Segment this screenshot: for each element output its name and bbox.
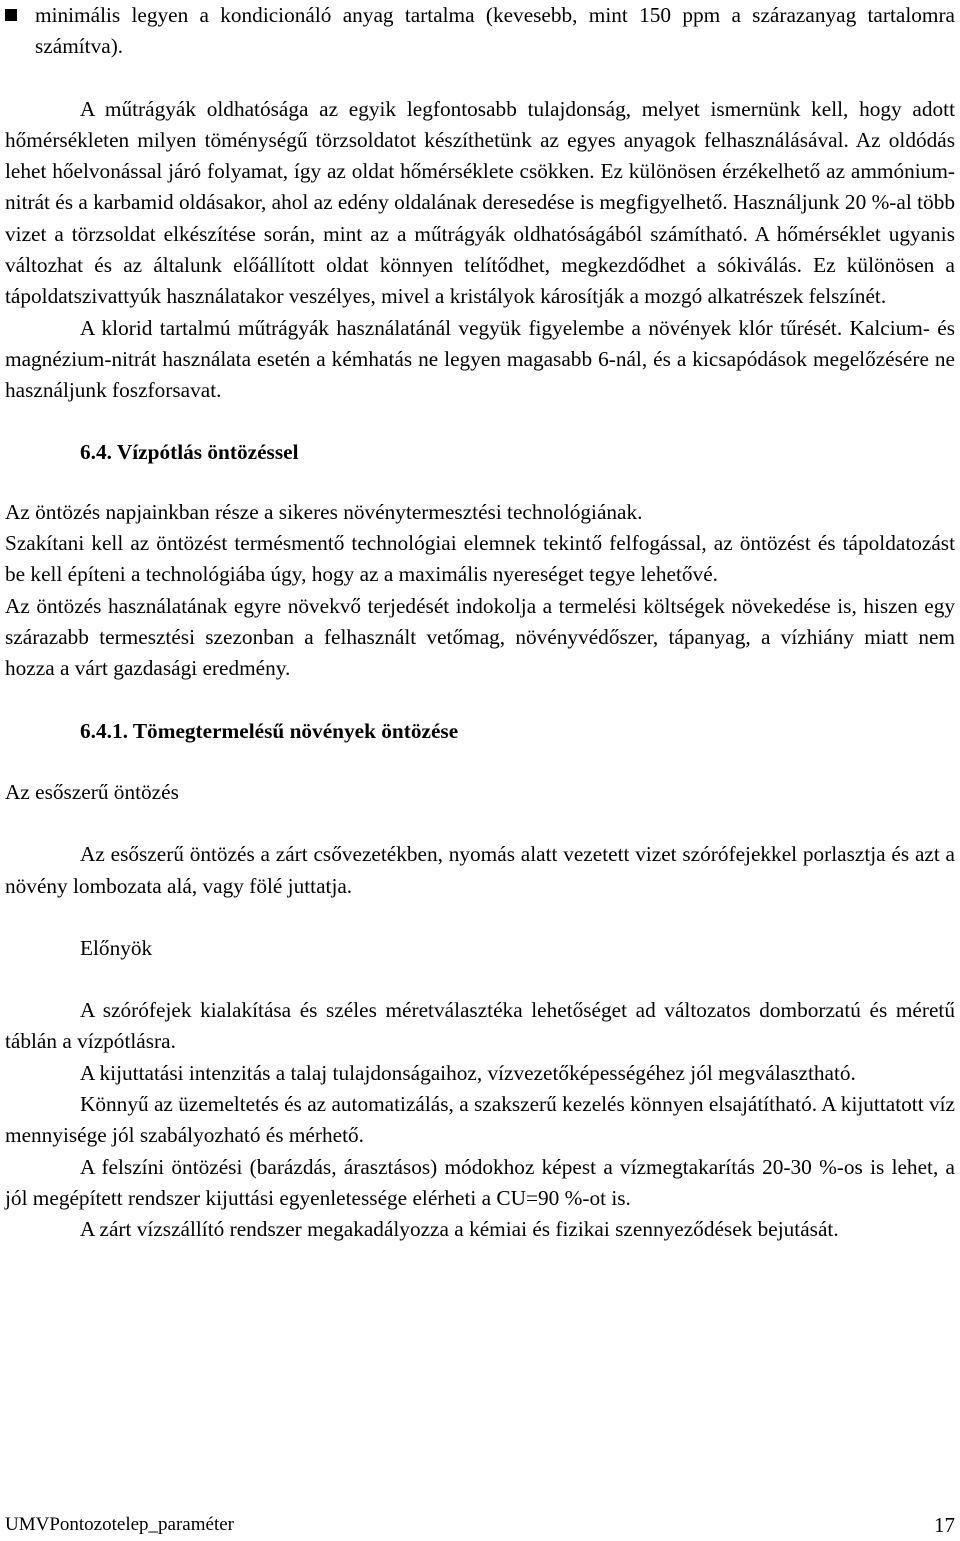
paragraph-solubility: A műtrágyák oldhatósága az egyik legfontosabb tulajdonság, melyet ismernünk kell, hogy adott hőmérsékleten milyen töménységű törzsoldatot készíthetünk az egyes anyagok felhasználásával. Az oldódás lehet hőelvonással járó folyamat, így az oldat hőmérséklete csökken. Ez különösen érzékelhető az ammónium-nitrát és a karbamid oldásakor, ahol az edény oldalának deresedése is megfigyelhető. Használjunk 20 %-al több vizet a törzsoldat elkészítése során, mint az a műtrágyák oldhatóságából számítható. A hőmérséklet ugyanis változhat és az általunk előállított oldat könnyen telítődhet, megkezdődhet a sókiválás. Ez különösen a tápoldatszivattyúk használatakor veszélyes, mivel a kristályok károsítják a mozgó alkatrészek felszínét. xyxy=(5,96,955,309)
subsection-intro: Az esőszerű öntözés a zárt csővezetékben, nyomás alatt vezetett vizet szórófejekkel porlasztja és azt a növény lombozata alá, vagy fölé juttatja. xyxy=(5,842,955,898)
footer-document-name: UMVPontozotelep_paraméter xyxy=(5,1514,234,1535)
page-footer xyxy=(5,1512,955,1538)
bullet-list-item xyxy=(5,0,955,63)
section-paragraph-1: Az öntözés napjainkban része a sikeres növénytermesztési technológiának. xyxy=(5,499,643,524)
section-paragraph-2: Szakítani kell az öntözést termésmentő technológiai elemnek tekintő felfogással, az öntözést és tápoldatozást be kell építeni a technológiába úgy, hogy az a maximális nyereséget tegye lehetővé. xyxy=(5,531,955,587)
subsection-label: Az esőszerű öntözés xyxy=(5,779,179,804)
advantage-item: A kijuttatási intenzitás a talaj tulajdonságaihoz, vízvezetőképességéhez jól megválasztható. xyxy=(80,1060,856,1085)
section-paragraph-3: Az öntözés használatának egyre növekvő terjedését indokolja a termelési költségek növekedése is, hiszen egy szárazabb termesztési szezonban a felhasznált vetőmag, növényvédőszer, tápanyag, a vízhiány miatt nem hozza a várt gazdasági eredmény. xyxy=(5,593,955,681)
paragraph-chloride: A klorid tartalmú műtrágyák használatánál vegyük figyelembe a növények klór tűrését. Kalcium- és magnézium-nitrát használata esetén a kémhatás ne legyen magasabb 6-nál, és a kicsapódások megelőzésére ne használjunk foszforsavat. xyxy=(5,315,955,403)
advantage-item: A felszíni öntözési (barázdás, árasztásos) módokhoz képest a vízmegtakarítás 20-30 %-os is lehet, a jól megépített rendszer kijuttási egyenletessége elérheti a CU=90 %-ot is. xyxy=(5,1154,955,1210)
page-number: 17 xyxy=(934,1513,955,1537)
square-bullet-icon xyxy=(5,9,17,21)
section-heading: 6.4. Vízpótlás öntözéssel xyxy=(80,439,299,464)
advantages-label: Előnyök xyxy=(80,935,153,960)
document-page xyxy=(5,0,955,1246)
subsection-heading: 6.4.1. Tömegtermelésű növények öntözése xyxy=(80,718,459,743)
advantage-item: Könnyű az üzemeltetés és az automatizálás, a szakszerű kezelés könnyen elsajátítható. A kijuttatott víz mennyisége jól szabályozható és mérhető. xyxy=(5,1092,955,1148)
bullet-text: minimális legyen a kondicionáló anyag tartalma (kevesebb, mint 150 ppm a szárazanyag tartalomra számítva). xyxy=(35,3,955,59)
advantage-item: A zárt vízszállító rendszer megakadályozza a kémiai és fizikai szennyeződések bejutását. xyxy=(80,1217,839,1242)
advantage-item: A szórófejek kialakítása és széles méretválasztéka lehetőséget ad változatos domborzatú és méretű táblán a vízpótlásra. xyxy=(5,998,955,1054)
